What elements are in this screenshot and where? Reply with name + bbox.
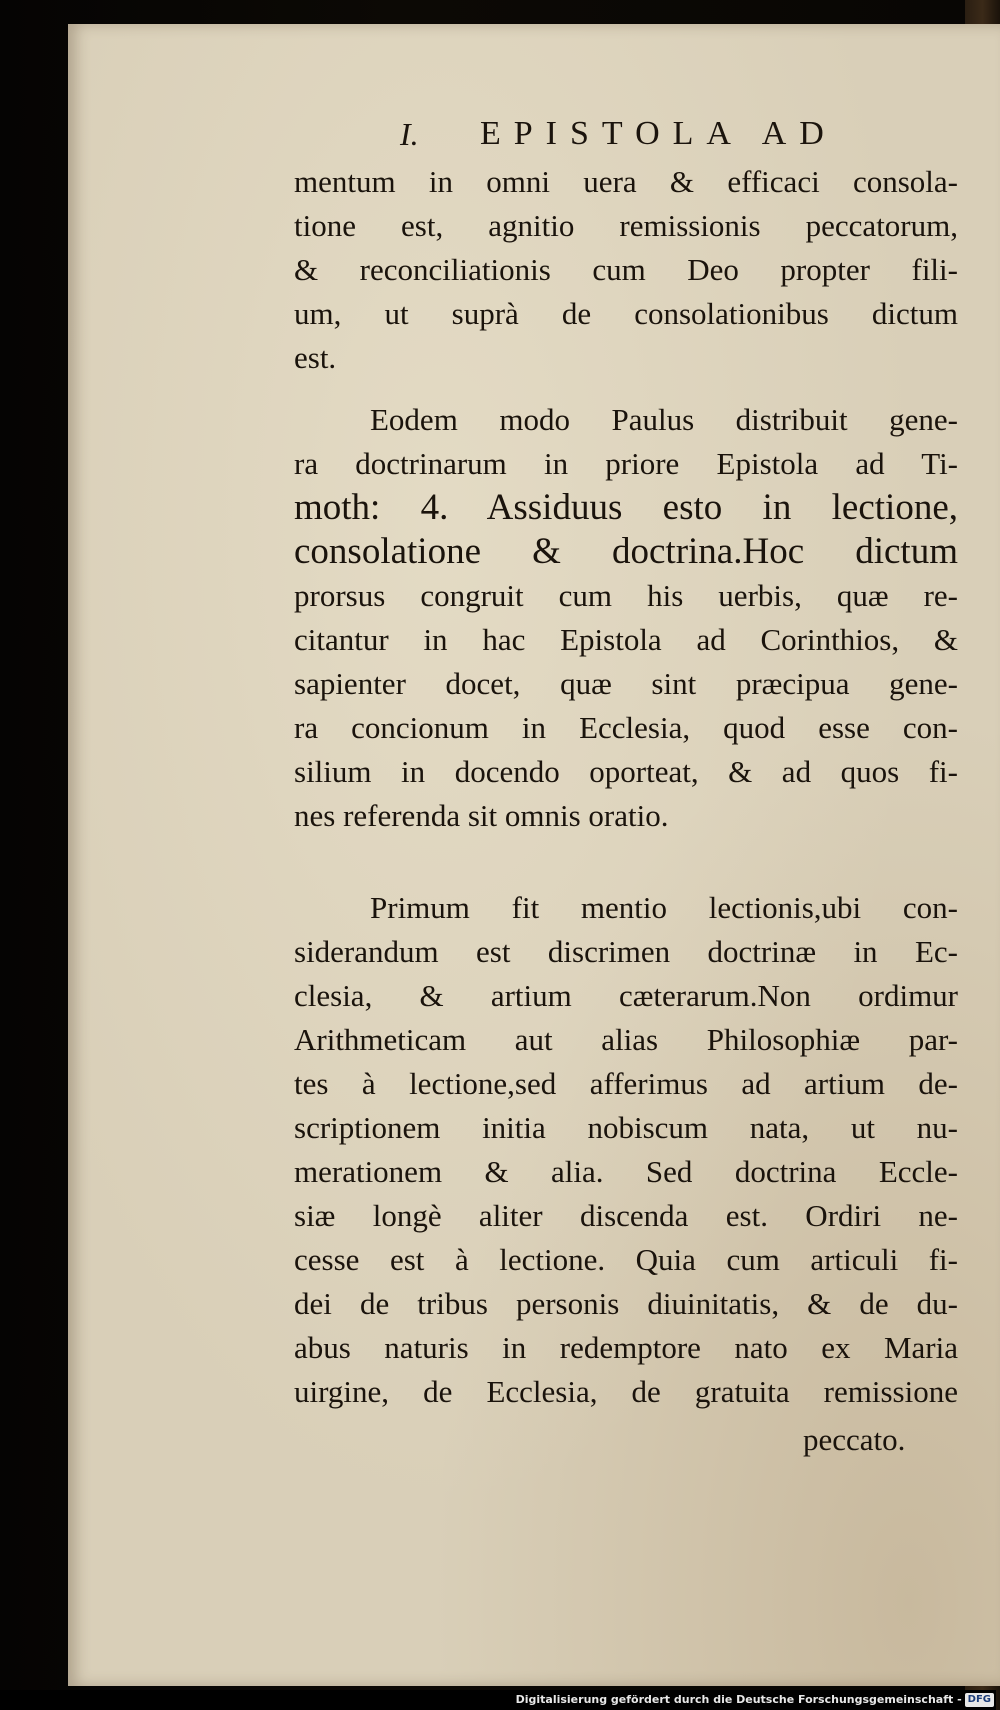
- text-line: & reconciliationis cum Deo propter fili-: [294, 252, 958, 287]
- text-line: silium in docendo oporteat, & ad quos fi-: [294, 754, 958, 789]
- text-line: tes à lectione,sed afferimus ad artium de-: [294, 1066, 958, 1101]
- text-line: abus naturis in redemptore nato ex Maria: [294, 1330, 958, 1365]
- text-line: uirgine, de Ecclesia, de gratuita remissione: [294, 1374, 958, 1409]
- page-header: [0, 112, 1000, 156]
- text-line: citantur in hac Epistola ad Corinthios, &: [294, 622, 958, 657]
- text-line: tione est, agnitio remissionis peccatorum,: [294, 208, 958, 243]
- paragraph-2: [294, 398, 958, 838]
- text-line: moth: 4. Assiduus esto in lectione,: [294, 487, 958, 528]
- folio-signature: I.: [400, 116, 419, 152]
- paragraph-1: [294, 160, 958, 380]
- text-line: Primum fit mentio lectionis,ubi con-: [370, 890, 958, 925]
- running-head: EPISTOLA AD: [480, 115, 837, 152]
- text-line: Arithmeticam aut alias Philosophiæ par-: [294, 1022, 958, 1057]
- text-line: sapienter docet, quæ sint præcipua gene-: [294, 666, 958, 701]
- catchword: peccato.: [803, 1422, 906, 1457]
- text-line: Eodem modo Paulus distribuit gene-: [370, 402, 958, 437]
- text-line: merationem & alia. Sed doctrina Eccle-: [294, 1154, 958, 1189]
- text-line: prorsus congruit cum his uerbis, quæ re-: [294, 578, 958, 613]
- text-line: est.: [294, 340, 337, 375]
- text-line: nes referenda sit omnis oratio.: [294, 798, 669, 833]
- text-line: consolatione & doctrina.Hoc dictum: [294, 531, 958, 572]
- footer-credit: Digitalisierung gefördert durch die Deutsche Forschungsgemeinschaft -: [515, 1693, 962, 1706]
- text-line: siderandum est discrimen doctrinæ in Ec-: [294, 934, 958, 969]
- text-line: um, ut suprà de consolationibus dictum: [294, 296, 958, 331]
- text-line: scriptionem initia nobiscum nata, ut nu-: [294, 1110, 958, 1145]
- text-line: clesia, & artium cæterarum.Non ordimur: [294, 978, 958, 1013]
- paragraph-3: [294, 886, 958, 1414]
- text-line: ra doctrinarum in priore Epistola ad Ti-: [294, 446, 958, 481]
- text-line: dei de tribus personis diuinitatis, & de du-: [294, 1286, 958, 1321]
- dfg-logo-icon: DFG: [965, 1693, 994, 1707]
- digitization-footer: [0, 1690, 996, 1710]
- text-line: mentum in omni uera & efficaci consola-: [294, 164, 958, 199]
- text-line: ra concionum in Ecclesia, quod esse con-: [294, 710, 958, 745]
- text-line: siæ longè aliter discenda est. Ordiri ne-: [294, 1198, 958, 1233]
- text-line: cesse est à lectione. Quia cum articuli fi-: [294, 1242, 958, 1277]
